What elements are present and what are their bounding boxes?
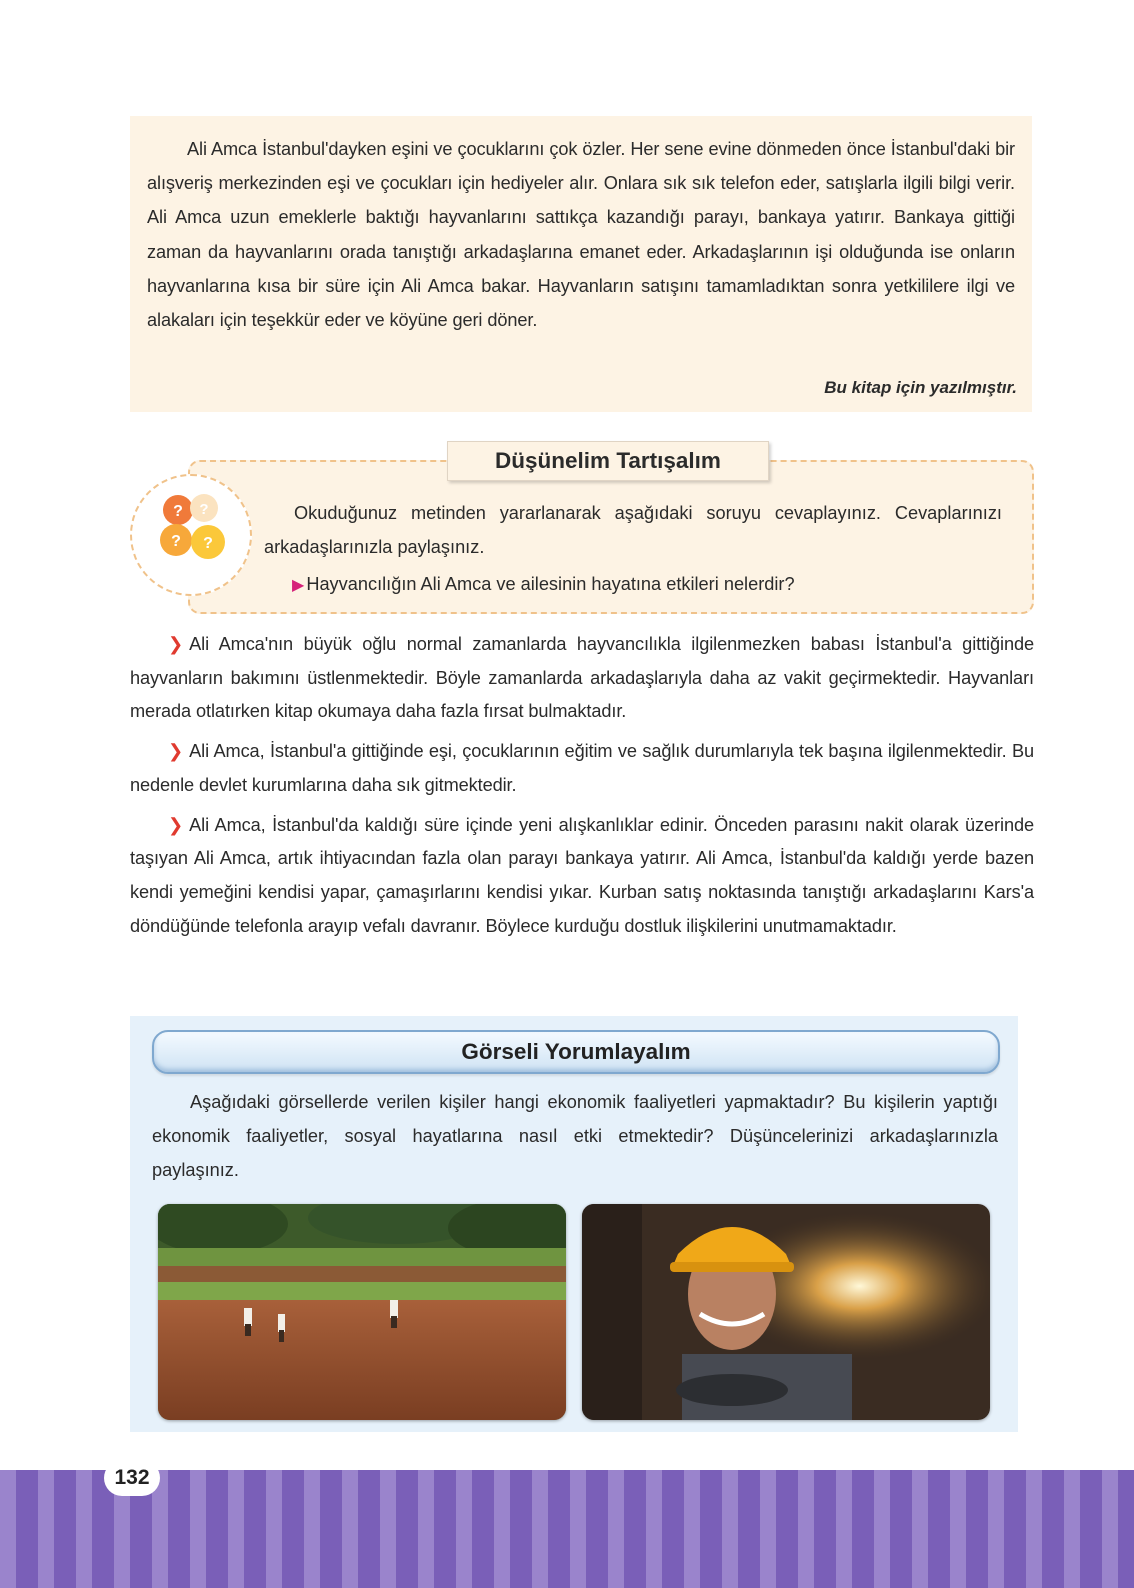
visual-title: Görseli Yorumlayalım <box>152 1030 1000 1074</box>
chevron-right-icon: ❯ <box>168 814 184 835</box>
svg-text:?: ? <box>171 533 181 550</box>
discussion-intro: Okuduğunuz metinden yararlanarak aşağıdaki soruyu cevaplayınız. Cevaplarınızı arkadaşlarınızla paylaşınız. <box>264 503 1002 557</box>
farming-photo <box>158 1204 566 1420</box>
discussion-title: Düşünelim Tartışalım <box>447 441 769 481</box>
question-bubbles-icon <box>132 476 250 594</box>
bullet-arrow-icon: ▶ <box>292 577 305 594</box>
chevron-right-icon: ❯ <box>168 741 184 762</box>
miner-photo <box>582 1204 990 1420</box>
svg-text:?: ? <box>199 501 209 518</box>
story-source: Bu kitap için yazılmıştır. <box>824 378 1017 397</box>
list-item: ❯ Ali Amca'nın büyük oğlu normal zamanlarda hayvancılıkla ilgilenmezken babası İstanbul'a gittiğinde hayvanların bakımını üstlenmektedir. Böyle zamanlarda arkadaşlarıyla daha az vakit geçirmektedir. Hayvanları merada otlatırken kitap okumaya daha fazla fırsat bulmaktadır. <box>130 634 1034 722</box>
chevron-right-icon: ❯ <box>168 634 184 654</box>
page-footer <box>0 1470 1134 1588</box>
discussion-icon-circle <box>130 474 252 596</box>
page-number: 132 <box>104 1460 160 1496</box>
svg-text:?: ? <box>203 535 213 552</box>
discussion-question <box>292 567 795 603</box>
list-item: ❯ Ali Amca, İstanbul'da kaldığı süre içinde yeni alışkanlıklar edinir. Önceden parasını nakit olarak üzerinde taşıyan Ali Amca, artık ihtiyacından fazla olan parayı bankaya yatırır. Ali Amca, İstanbul'da kaldığı yerde bazen kendi yemeğini kendisi yapar, çamaşırlarını kendisi yıkar. Kurban satış noktasında tanıştığı arkadaşlarını Kars'a döndüğünde telefonla arayıp vefalı davranır. Böylece kurduğu dostluk ilişkilerini unutmamaktadır. <box>130 814 1034 936</box>
discussion-question-text: Hayvancılığın Ali Amca ve ailesinin hayatına etkileri nelerdir? <box>306 574 795 594</box>
bullet-list <box>130 628 1034 949</box>
visual-text: Aşağıdaki görsellerde verilen kişiler hangi ekonomik faaliyetleri yapmaktadır? Bu kişilerin yaptığı ekonomik faaliyetler, sosyal hayatlarına nasıl etki etmektedir? Düşüncelerinizi arkadaşlarınızla paylaşınız. <box>152 1092 998 1180</box>
svg-text:?: ? <box>173 503 183 520</box>
list-item: ❯ Ali Amca, İstanbul'a gittiğinde eşi, çocuklarının eğitim ve sağlık durumlarıyla tek başına ilgilenmektedir. Bu nedenle devlet kurumlarına daha sık gitmektedir. <box>130 741 1034 795</box>
story-text: Ali Amca İstanbul'dayken eşini ve çocuklarını çok özler. Her sene evine dönmeden önce İstanbul'daki bir alışveriş merkezinden eşi ve çocukları için hediyeler alır. Onlara sık sık telefon eder, satışlarla ilgili bilgi verir. Ali Amca uzun emeklerle baktığı hayvanlarını sattıkça kazandığı parayı, bankaya yatırır. Bankaya gittiği zaman da hayvanlarını orada tanıştığı arkadaşlarına emanet eder. Arkadaşlarının işi olduğunda ise onların hayvanlarına kısa bir süre için Ali Amca bakar. Hayvanların satışını tamamladıktan sonra yetkililere ilgi ve alakaları için teşekkür eder ve köyüne geri döner. <box>147 139 1015 331</box>
